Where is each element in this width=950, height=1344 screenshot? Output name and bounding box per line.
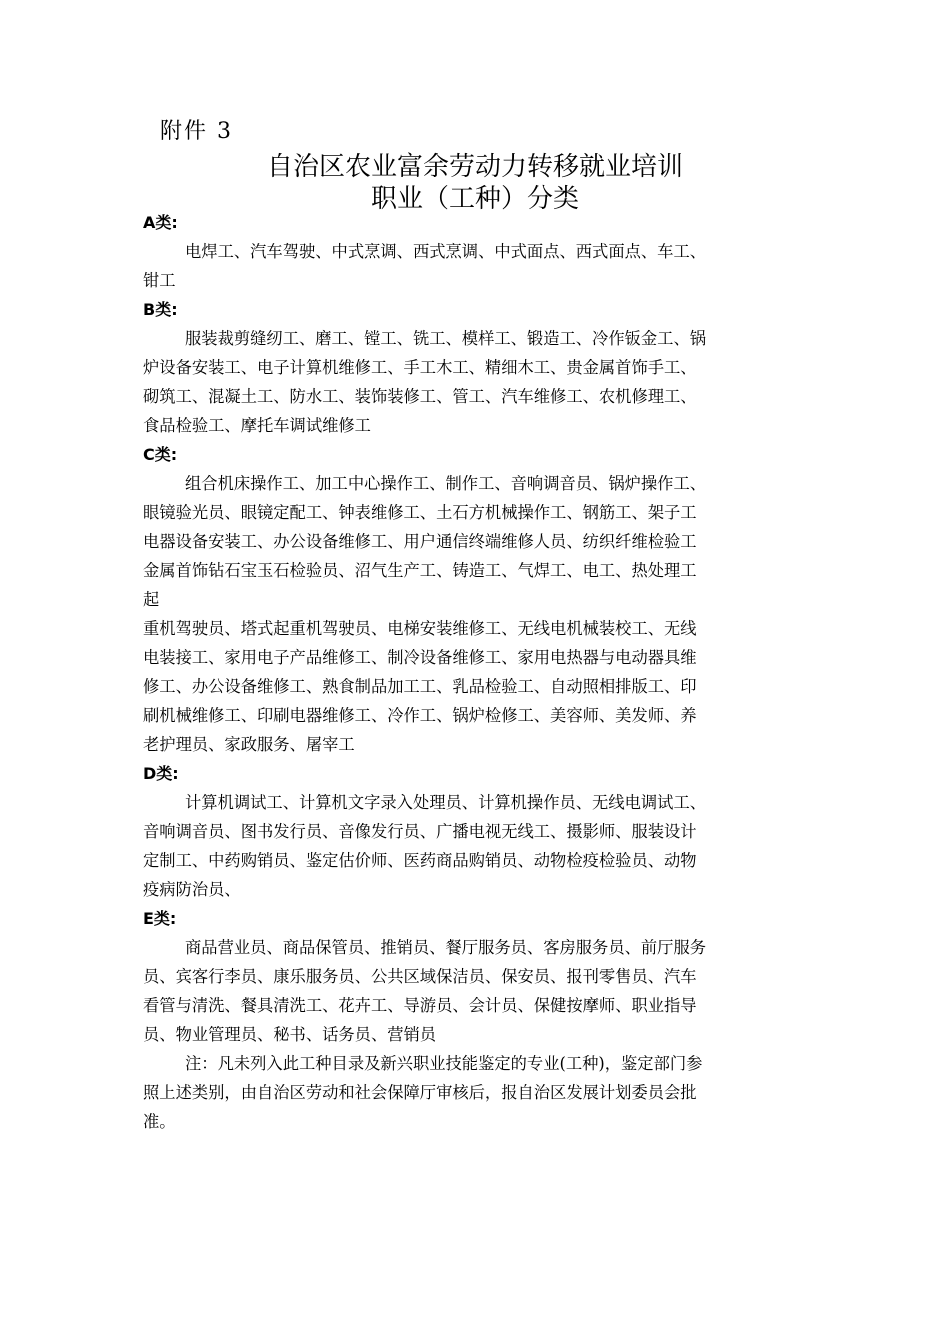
category-e-line: 员、物业管理员、秘书、话务员、营销员 [143,1025,437,1044]
category-c-line: 电装接工、家用电子产品维修工、制冷设备维修工、家用电热器与电动器具维 [143,648,697,667]
note-line: 照上述类别，由自治区劳动和社会保障厅审核后，报自治区发展计划委员会批 [143,1083,697,1102]
category-list [143,208,807,1136]
category-c-line: 组合机床操作工、加工中心操作工、制作工、音响调音员、锅炉操作工、 [185,474,707,493]
document-title-line-2: 职业（工种）分类 [370,184,579,214]
category-c-line: 老护理员、家政服务、屠宰工 [143,735,355,754]
category-a-line: 钳工 [143,271,176,290]
category-c-line: 眼镜验光员、眼镜定配工、钟表维修工、土石方机械操作工、钢筋工、架子工 [143,503,697,522]
category-c-line: 重机驾驶员、塔式起重机驾驶员、电梯安装维修工、无线电机械装校工、无线 [143,619,697,638]
category-c-line: 刷机械维修工、印刷电器维修工、冷作工、锅炉检修工、美容师、美发师、养 [143,706,697,725]
category-c-line: 金属首饰钻石宝玉石检验员、沼气生产工、铸造工、气焊工、电工、热处理工 [143,561,697,580]
category-d-line: 疫病防治员、 [143,880,241,899]
category-a-label: A类: [143,213,178,232]
category-e-line: 员、宾客行李员、康乐服务员、公共区域保洁员、保安员、报刊零售员、汽车 [143,967,697,986]
category-e-label: E类: [143,909,177,928]
category-c-line: 起 [143,590,160,609]
category-e-line: 看管与清洗、餐具清洗工、花卉工、导游员、会计员、保健按摩师、职业指导 [143,996,697,1015]
category-a-line: 电焊工、汽车驾驶、中式烹调、西式烹调、中式面点、西式面点、车工、 [185,242,707,261]
category-d-line: 计算机调试工、计算机文字录入处理员、计算机操作员、无线电调试工、 [185,793,707,812]
note-line: 注：凡未列入此工种目录及新兴职业技能鉴定的专业(工种)，鉴定部门参 [185,1054,703,1073]
category-e-line: 商品营业员、商品保管员、推销员、餐厅服务员、客房服务员、前厅服务 [185,938,707,957]
attachment-label: 附件 3 [160,119,233,144]
category-c-label: C类: [143,445,178,464]
note-line: 准。 [143,1112,176,1131]
category-b-line: 炉设备安装工、电子计算机维修工、手工木工、精细木工、贵金属首饰手工、 [143,358,697,377]
category-d-label: D类: [143,764,179,783]
category-b-line: 砌筑工、混凝土工、防水工、装饰装修工、管工、汽车维修工、农机修理工、 [143,387,697,406]
category-b-label: B类: [143,300,178,319]
category-b-line: 食品检验工、摩托车调试维修工 [143,416,371,435]
category-c-line: 电器设备安装工、办公设备维修工、用户通信终端维修人员、纺织纤维检验工 [143,532,697,551]
category-b-line: 服装裁剪缝纫工、磨工、镗工、铣工、模样工、锻造工、冷作钣金工、锅 [185,329,707,348]
category-d-line: 定制工、中药购销员、鉴定估价师、医药商品购销员、动物检疫检验员、动物 [143,851,697,870]
category-d-line: 音响调音员、图书发行员、音像发行员、广播电视无线工、摄影师、服装设计 [143,822,697,841]
document-title-line-1: 自治区农业富余劳动力转移就业培训 [266,152,683,182]
category-c-line: 修工、办公设备维修工、熟食制品加工工、乳品检验工、自动照相排版工、印 [143,677,697,696]
